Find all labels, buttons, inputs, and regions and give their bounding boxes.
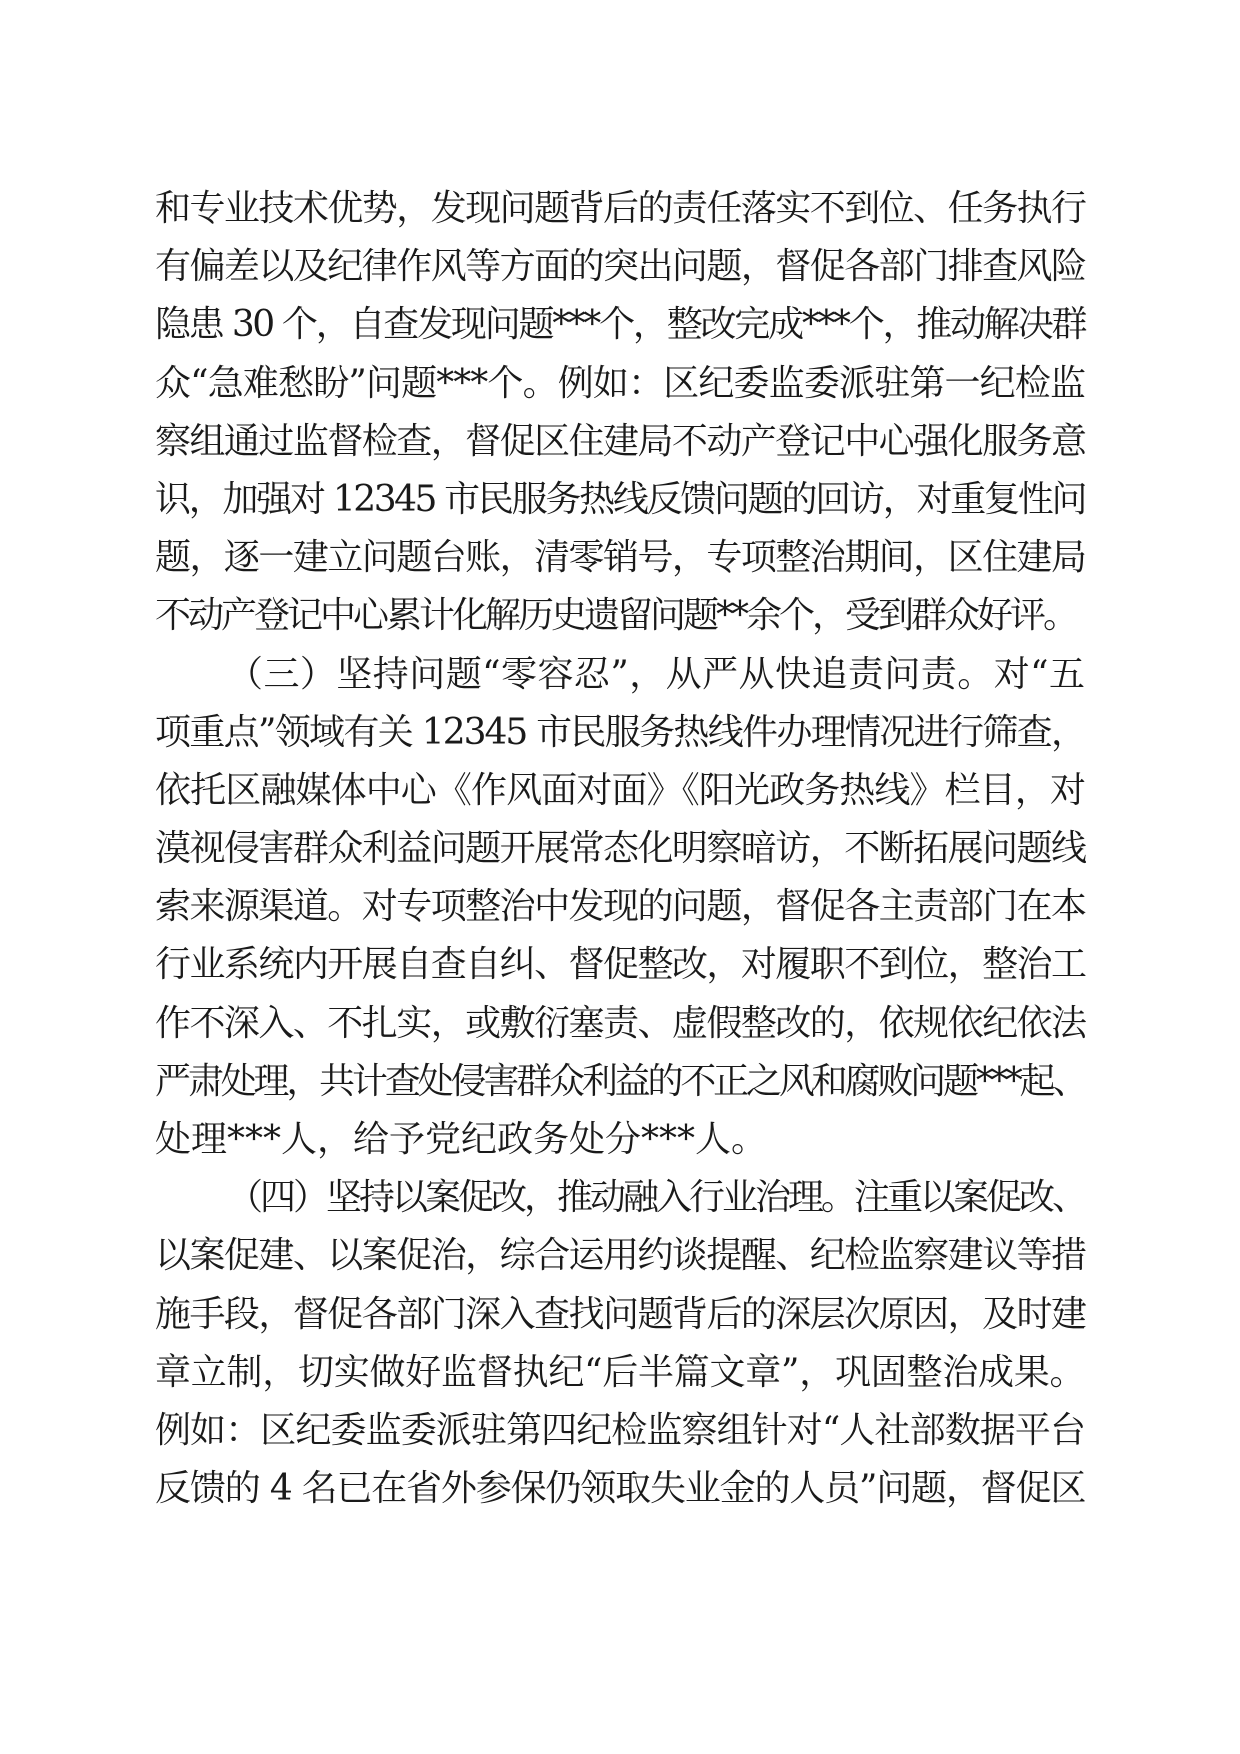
text-line: 察组通过监督检查，督促区住建局不动产登记中心强化服务意 <box>155 420 1085 462</box>
text-line: 反馈的 4 名已在省外参保仍领取失业金的人员”问题，督促区 <box>155 1468 1085 1510</box>
text-line: 不动产登记中心累计化解历史遗留问题**余个，受到群众好评。 <box>155 595 1077 637</box>
text-line: 题，逐一建立问题台账，清零销号，专项整治期间，区住建局 <box>155 537 1085 579</box>
section-heading-3: （三）坚持问题“零容忍”，从严从快追责问责。对“五 <box>227 653 1085 695</box>
text-line: 识，加强对 12345 市民服务热线反馈问题的回访，对重复性问 <box>155 478 1085 520</box>
text-line: 索来源渠道。对专项整治中发现的问题，督促各主责部门在本 <box>155 886 1085 928</box>
text-line: 施手段，督促各部门深入查找问题背后的深层次原因，及时建 <box>155 1293 1085 1335</box>
section-heading-4: （四）坚持以案促改，推动融入行业治理。注重以案促改、 <box>227 1177 1086 1219</box>
text-line: 隐患 30 个，自查发现问题***个，整改完成***个，推动解决群 <box>155 304 1085 346</box>
body-text <box>155 180 1085 1518</box>
text-line: 以案促建、以案促治，综合运用约谈提醒、纪检监察建议等措 <box>155 1235 1085 1277</box>
text-line: 漠视侵害群众利益问题开展常态化明察暗访，不断拓展问题线 <box>155 828 1085 870</box>
text-line: 作不深入、不扎实，或敷衍塞责、虚假整改的，依规依纪依法 <box>155 1002 1085 1044</box>
text-line: 众“急难愁盼”问题***个。例如：区纪委监委派驻第一纪检监 <box>155 362 1085 404</box>
text-line: 有偏差以及纪律作风等方面的突出问题，督促各部门排查风险 <box>155 246 1085 288</box>
text-line: 处理***人，给予党纪政务处分***人。 <box>155 1119 768 1160</box>
text-line: 和专业技术优势，发现问题背后的责任落实不到位、任务执行 <box>155 188 1085 229</box>
text-line: 例如：区纪委监委派驻第四纪检监察组针对“人社部数据平台 <box>155 1409 1085 1451</box>
text-line: 严肃处理，共计查处侵害群众利益的不正之风和腐败问题***起、 <box>155 1060 1085 1102</box>
text-line: 依托区融媒体中心《作风面对面》《阳光政务热线》栏目，对 <box>155 769 1085 811</box>
text-line: 行业系统内开展自查自纠、督促整改，对履职不到位，整治工 <box>155 944 1085 986</box>
text-line: 项重点”领域有关 12345 市民服务热线件办理情况进行筛查， <box>155 711 1085 753</box>
text-line: 章立制，切实做好监督执纪“后半篇文章”，巩固整治成果。 <box>155 1351 1085 1393</box>
